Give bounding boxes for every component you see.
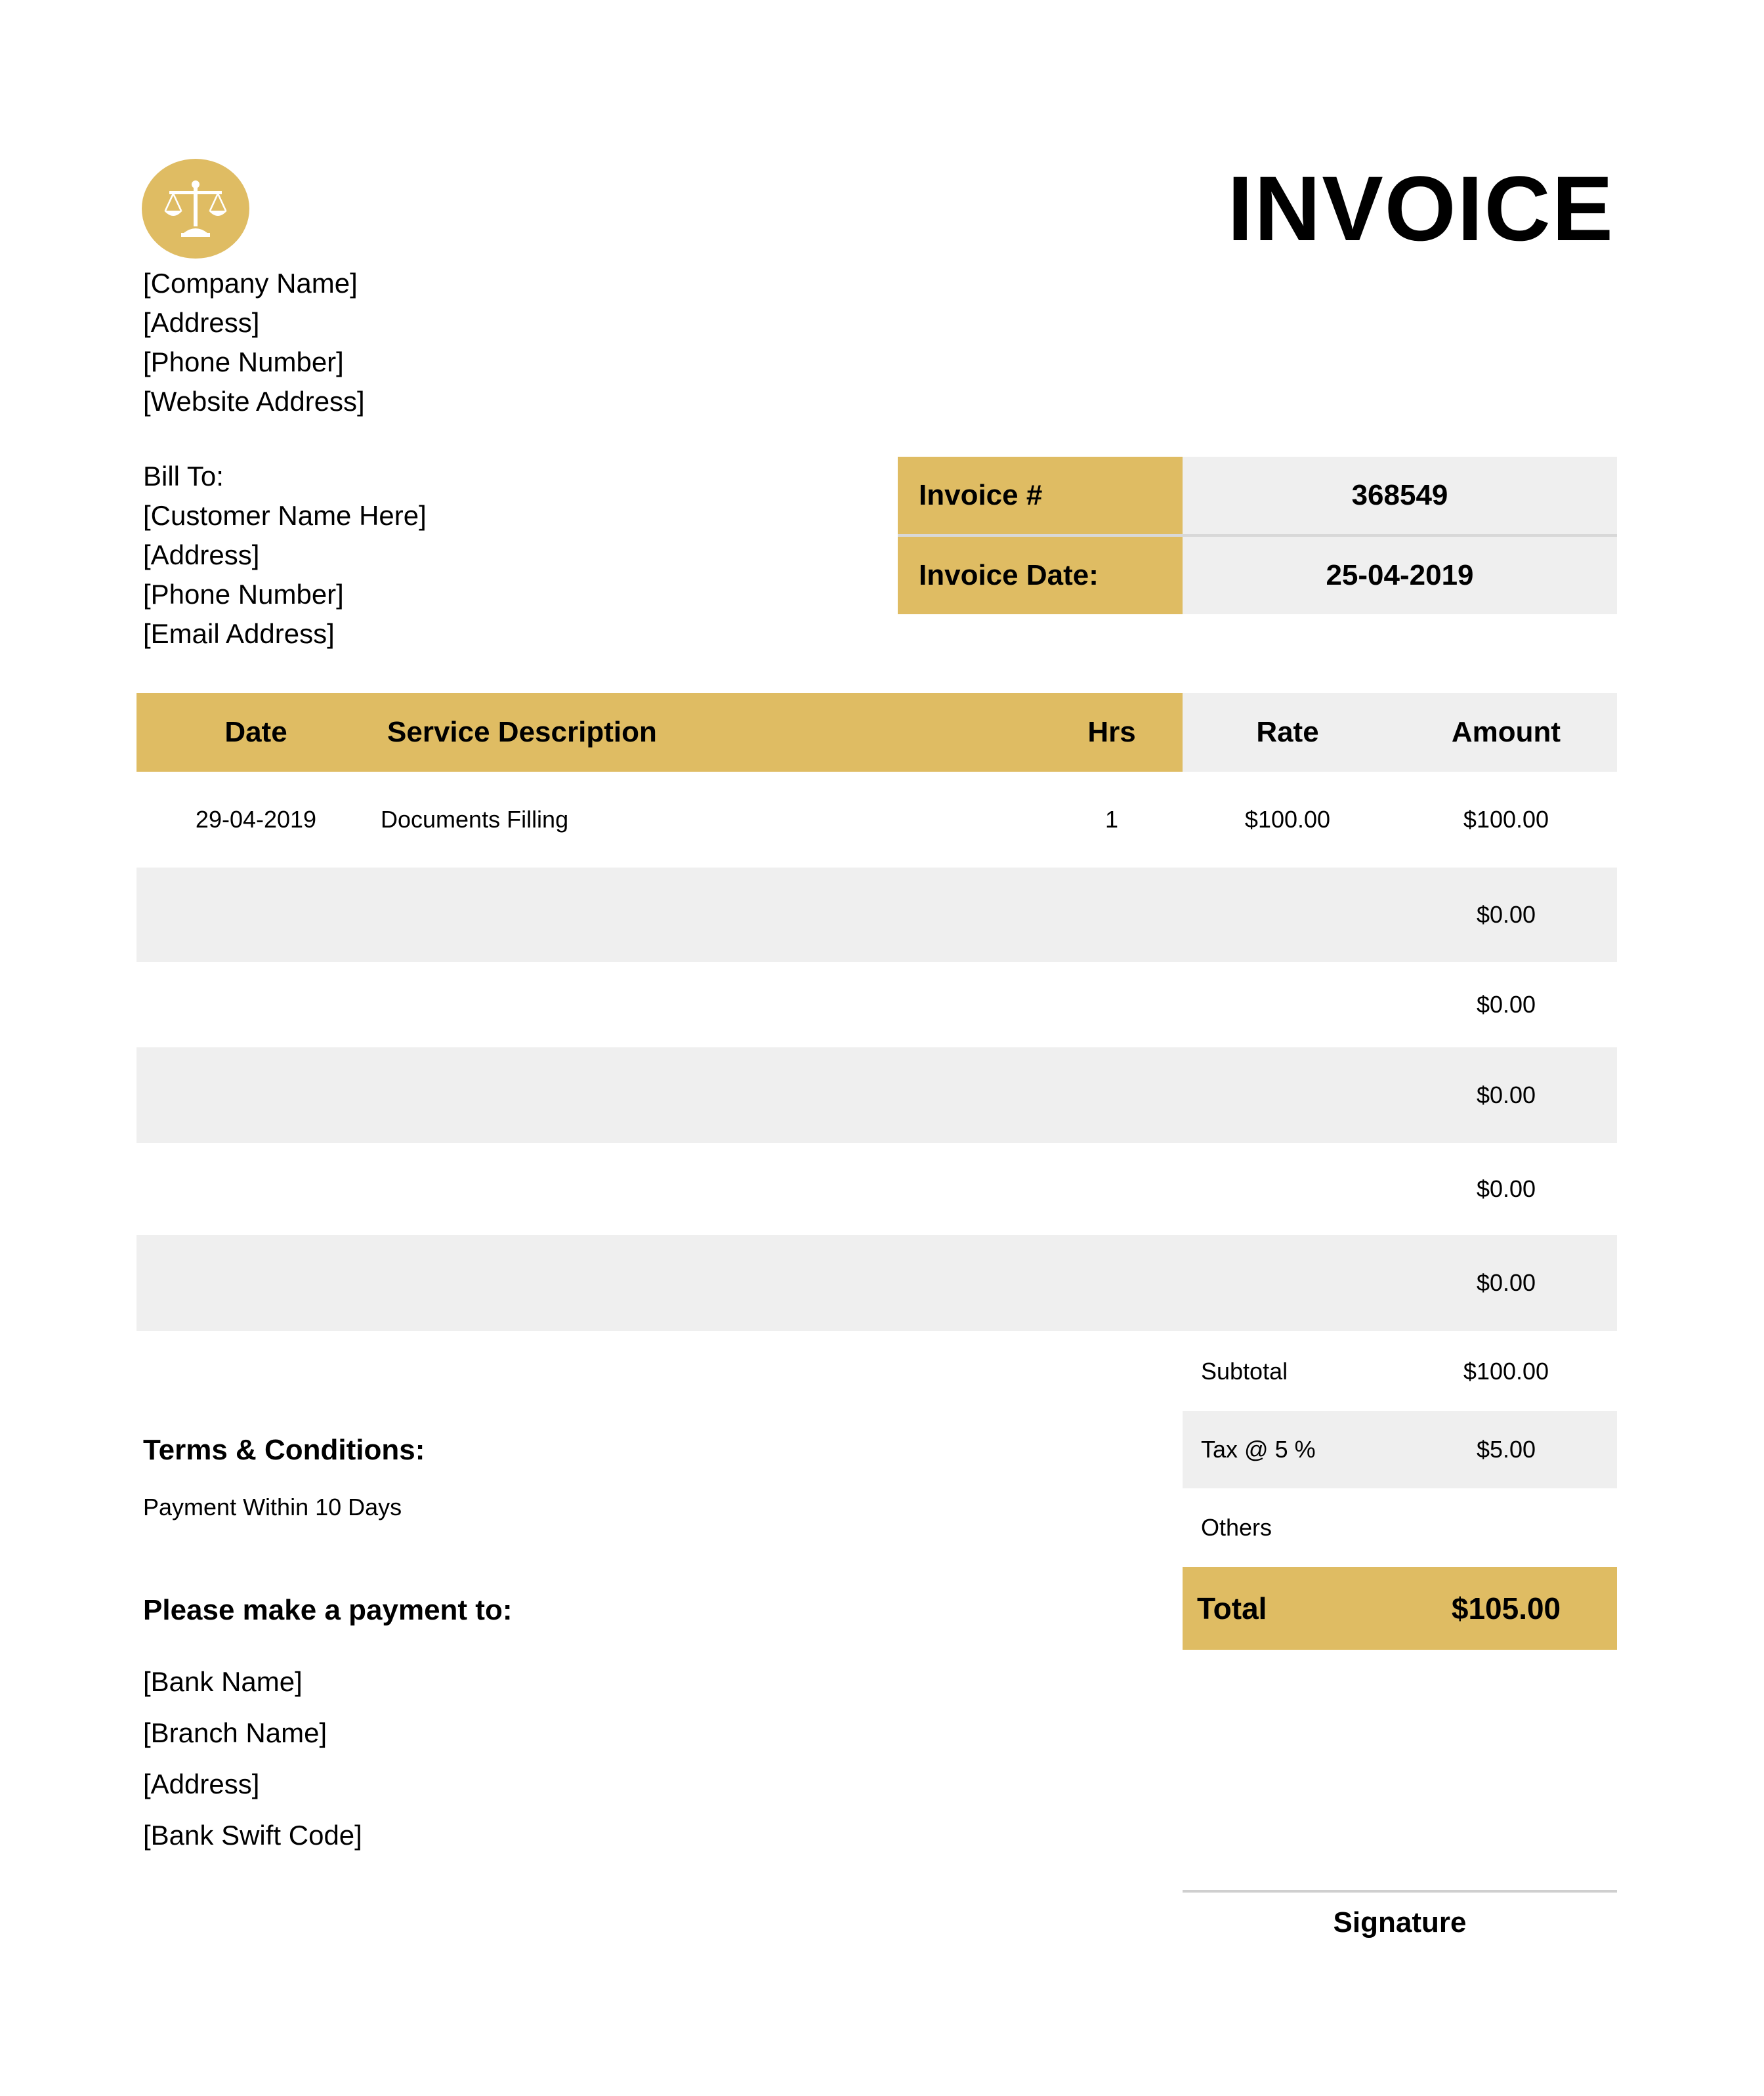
total-label: Total bbox=[1197, 1591, 1267, 1625]
header-amount: Amount bbox=[1451, 716, 1561, 748]
invoice-number-value: 368549 bbox=[1183, 457, 1617, 534]
others-label: Others bbox=[1201, 1514, 1272, 1541]
total-value: $105.00 bbox=[1451, 1591, 1561, 1625]
invoice-number-label: Invoice # bbox=[898, 457, 1183, 534]
invoice-date-value: 25-04-2019 bbox=[1183, 537, 1617, 614]
row-amount: $0.00 bbox=[1476, 901, 1536, 928]
table-row bbox=[136, 1235, 1617, 1331]
bank-swift-code: [Bank Swift Code] bbox=[143, 1820, 362, 1851]
header-description: Service Description bbox=[387, 716, 657, 748]
table-row bbox=[136, 962, 1617, 1047]
row-amount: $0.00 bbox=[1476, 1175, 1536, 1202]
table-row bbox=[136, 1047, 1617, 1143]
others-value bbox=[1396, 1488, 1616, 1567]
bank-address: [Address] bbox=[143, 1769, 260, 1799]
bill-to-label: Bill To: bbox=[143, 461, 224, 492]
tax-label: Tax @ 5 % bbox=[1201, 1436, 1316, 1463]
terms-text: Payment Within 10 Days bbox=[143, 1494, 402, 1520]
invoice-date-label: Invoice Date: bbox=[898, 537, 1183, 614]
company-phone: [Phone Number] bbox=[143, 346, 344, 377]
header-rate: Rate bbox=[1256, 716, 1319, 748]
branch-name: [Branch Name] bbox=[143, 1717, 327, 1748]
signature-label: Signature bbox=[1333, 1906, 1467, 1939]
customer-phone: [Phone Number] bbox=[143, 579, 344, 610]
company-name: [Company Name] bbox=[143, 268, 358, 299]
signature-line bbox=[1183, 1890, 1617, 1893]
table-row bbox=[136, 868, 1617, 962]
row-amount: $100.00 bbox=[1463, 806, 1549, 833]
customer-address: [Address] bbox=[143, 539, 260, 570]
payment-details bbox=[143, 1656, 362, 1861]
header-hrs: Hrs bbox=[1087, 716, 1136, 748]
payment-heading: Please make a payment to: bbox=[143, 1594, 513, 1626]
row-description: Documents Filling bbox=[381, 806, 569, 833]
table-row bbox=[136, 1143, 1617, 1235]
customer-email: [Email Address] bbox=[143, 618, 335, 649]
tax-value: $5.00 bbox=[1476, 1436, 1536, 1463]
row-hrs: 1 bbox=[1104, 806, 1119, 833]
table-row bbox=[136, 772, 1617, 868]
customer-name: [Customer Name Here] bbox=[143, 500, 427, 531]
bill-to-block bbox=[143, 457, 427, 654]
invoice-title: INVOICE bbox=[1227, 157, 1614, 260]
row-date: 29-04-2019 bbox=[195, 806, 317, 833]
subtotal-label: Subtotal bbox=[1201, 1358, 1288, 1385]
row-rate: $100.00 bbox=[1244, 806, 1331, 833]
bank-name: [Bank Name] bbox=[143, 1666, 303, 1697]
row-amount: $0.00 bbox=[1476, 991, 1536, 1018]
company-address: [Address] bbox=[143, 307, 260, 338]
scales-of-justice-icon bbox=[161, 179, 230, 238]
subtotal-value: $100.00 bbox=[1463, 1358, 1549, 1385]
row-amount: $0.00 bbox=[1476, 1269, 1536, 1296]
company-info bbox=[143, 264, 365, 421]
terms-heading: Terms & Conditions: bbox=[143, 1434, 425, 1466]
row-amount: $0.00 bbox=[1476, 1081, 1536, 1108]
company-website: [Website Address] bbox=[143, 386, 365, 417]
company-logo bbox=[142, 159, 249, 259]
header-date: Date bbox=[224, 716, 287, 748]
